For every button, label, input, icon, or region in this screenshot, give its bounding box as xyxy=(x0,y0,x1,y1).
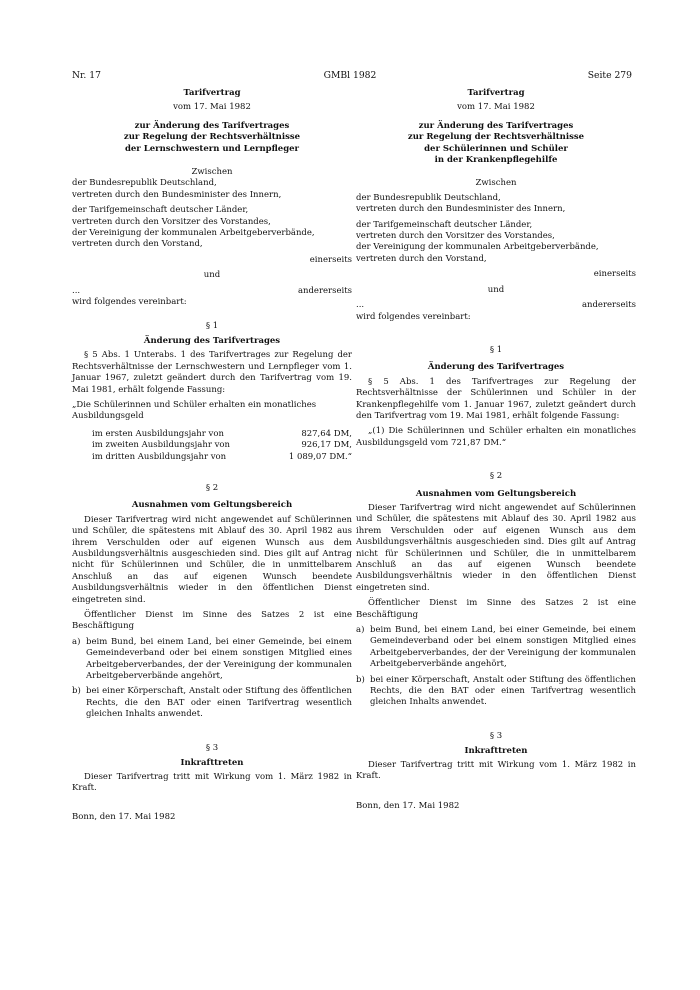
left-s2-number: § 2 xyxy=(205,482,219,493)
right-s2-item-a-label: a) xyxy=(356,625,365,636)
left-subtitle-3: der Lernschwestern und Lernpfleger xyxy=(124,143,300,154)
right-s2-item-b-text: bei einer Körperschaft, Anstalt oder Stiftung des öffentlichen Rechts, die den BAT oder einen Tarifvertrag wesentlich gleichen Inhalts anwendet. xyxy=(370,674,636,708)
left-s2-text: Dieser Tarifvertrag wird nicht angewendet auf Schülerinnen und Schüler, die spätestens mit Ablauf des 30. April 1982 aus ihrem Verschulden oder auf eigenen Wunsch aus dem Ausbildungsverhältnis ausgeschieden sind. Dies gilt auf Antrag nicht für Schülerinnen und Schüler, die in unmittelbarem Anschluß an das auf eigenen Wunsch beendete Ausbildungsverhältnis wieder in den öffentlichen Dienst eingetreten sind. xyxy=(72,514,352,605)
right-s3-title: Inkrafttreten xyxy=(464,746,528,757)
left-andererseits: andererseits xyxy=(297,285,352,296)
right-s2-number: § 2 xyxy=(489,471,503,482)
left-s1-text: § 5 Abs. 1 Unterabs. 1 des Tarifvertrages zur Regelung der Rechtsverhältnisse der Lernschwestern und Lernpfleger vom 1. Januar 1967, zuletzt geändert durch den Tarifvertrag vom 19. Mai 1981, erhält folgende Fassung: xyxy=(72,350,352,395)
right-subtitle-1: zur Änderung des Tarifvertrages xyxy=(418,120,574,131)
right-s2-title: Ausnahmen vom Geltungsbereich xyxy=(415,488,577,499)
right-closing: Bonn, den 17. Mai 1982 xyxy=(356,800,460,811)
right-title: Tarifvertrag xyxy=(467,88,525,98)
left-einerseits: einerseits xyxy=(309,254,352,265)
right-s2-text-2: Öffentlicher Dienst im Sinne des Satzes 2 ist eine Beschäftigung xyxy=(356,598,636,620)
left-vereinbart: wird folgendes vereinbart: xyxy=(72,297,187,308)
left-s2-item-a xyxy=(72,637,352,683)
left-amount-value: 1 089,07 DM.“ xyxy=(288,451,352,462)
left-closing: Bonn, den 17. Mai 1982 xyxy=(72,812,176,823)
left-zwischen: Zwischen xyxy=(191,167,233,178)
left-s2-item-b-text: bei einer Körperschaft, Anstalt oder Stiftung des öffentlichen Rechts, die den BAT oder einen Tarifvertrag wesentlich gleichen Inhalts anwendet. xyxy=(86,686,352,720)
right-column xyxy=(356,88,636,812)
journal-name: GMBl 1982 xyxy=(323,70,377,81)
left-s1-title: Änderung des Tarifvertrages xyxy=(143,335,281,346)
left-subtitle-1: zur Änderung des Tarifvertrages xyxy=(134,120,290,131)
left-s2-title: Ausnahmen vom Geltungsbereich xyxy=(131,500,293,511)
right-s1-quote: „(1) Die Schülerinnen und Schüler erhalten ein monatliches Ausbildungsgeld vom 721,87 DM.“ xyxy=(356,426,636,448)
left-s2-item-b-label: b) xyxy=(72,686,81,697)
left-s3-title: Inkrafttreten xyxy=(180,758,244,769)
left-amount-row xyxy=(72,452,352,463)
left-amount-label: im zweiten Ausbildungsjahr von xyxy=(92,440,230,451)
left-amount-value: 926,17 DM, xyxy=(301,440,352,451)
right-s2-text: Dieser Tarifvertrag wird nicht angewendet auf Schülerinnen und Schüler, die spätestens mit Ablauf des 30. April 1982 aus ihrem Verschulden oder auf eigenen Wunsch aus dem Ausbildungsverhältnis ausgeschieden sind. Dies gilt auf Antrag nicht für Schülerinnen und Schüler, die in unmittelbarem Anschluß an das auf eigenen Wunsch beendete Ausbildungsverhältnis wieder in den öffentlichen Dienst eingetreten sind. xyxy=(356,502,636,593)
right-date-line: vom 17. Mai 1982 xyxy=(457,102,535,113)
left-s2-item-a-label: a) xyxy=(72,636,81,647)
right-party-1-rep: vertreten durch den Bundesminister des Innern, xyxy=(356,204,566,215)
left-s3-number: § 3 xyxy=(205,742,219,753)
right-s2-item-b-label: b) xyxy=(356,674,365,685)
right-s1-title: Änderung des Tarifvertrages xyxy=(427,362,565,373)
left-amount-row xyxy=(72,440,352,451)
page-number: Seite 279 xyxy=(587,70,632,81)
right-zwischen: Zwischen xyxy=(475,178,517,189)
right-s1-text: § 5 Abs. 1 des Tarifvertrages zur Regelung der Rechtsverhältnisse der Schülerinnen und Schüler in der Krankenpflegehilfe vom 1. Januar 1967, zuletzt geändert durch den Tarifvertrag vom 19. Mai 1981, erhält folgende Fassung: xyxy=(356,376,636,421)
right-subtitle-2: zur Regelung der Rechtsverhältnisse xyxy=(407,132,585,143)
left-s3-text: Dieser Tarifvertrag tritt mit Wirkung vom 1. März 1982 in Kraft. xyxy=(72,771,352,793)
left-amount-label: im ersten Ausbildungsjahr von xyxy=(92,428,224,439)
right-party-3: der Vereinigung der kommunalen Arbeitgeberverbände, xyxy=(356,242,599,253)
left-date-line: vom 17. Mai 1982 xyxy=(173,102,251,113)
right-s2-item-a xyxy=(356,625,636,671)
left-party-1-rep: vertreten durch den Bundesminister des Innern, xyxy=(72,189,282,200)
left-column xyxy=(72,88,352,824)
right-party-2: der Tarifgemeinschaft deutscher Länder, xyxy=(356,219,533,230)
left-subtitle-2: zur Regelung der Rechtsverhältnisse xyxy=(123,132,301,143)
right-andererseits: andererseits xyxy=(581,300,636,311)
right-party-1: der Bundesrepublik Deutschland, xyxy=(356,192,501,203)
right-party-2-rep: vertreten durch den Vorsitzer des Vorstandes, xyxy=(356,231,555,242)
right-s1-number: § 1 xyxy=(489,344,503,355)
left-amount-row xyxy=(72,429,352,440)
right-subtitle-3: der Schülerinnen und Schüler xyxy=(424,143,568,154)
left-amount-label: im dritten Ausbildungsjahr von xyxy=(92,451,227,462)
left-party-3-rep: vertreten durch den Vorstand, xyxy=(72,239,203,250)
right-s3-number: § 3 xyxy=(489,730,503,741)
left-und: und xyxy=(203,270,221,281)
right-einerseits: einerseits xyxy=(593,269,636,280)
left-s1-number: § 1 xyxy=(205,320,219,331)
left-party-3: der Vereinigung der kommunalen Arbeitgeberverbände, xyxy=(72,228,315,239)
right-vereinbart: wird folgendes vereinbart: xyxy=(356,311,471,322)
right-dots: ... xyxy=(356,300,365,311)
left-party-2-rep: vertreten durch den Vorsitzer des Vorstandes, xyxy=(72,216,271,227)
right-s3-text: Dieser Tarifvertrag tritt mit Wirkung vom 1. März 1982 in Kraft. xyxy=(356,759,636,782)
left-dots: ... xyxy=(72,285,81,296)
left-party-2: der Tarifgemeinschaft deutscher Länder, xyxy=(72,205,249,216)
left-s2-item-a-text: beim Bund, bei einem Land, bei einer Gemeinde, bei einem Gemeindeverband oder bei einem sonstigen Mitglied eines Arbeitgeberverbandes, der der Vereinigung der kommunalen Arbeitgeberverbände angehört, xyxy=(86,636,352,682)
issue-number: Nr. 17 xyxy=(72,70,101,81)
right-und: und xyxy=(487,284,505,295)
right-s2-item-b xyxy=(356,675,636,709)
left-title: Tarifvertrag xyxy=(183,88,241,98)
right-s2-item-a-text: beim Bund, bei einem Land, bei einer Gemeinde, bei einem Gemeindeverband oder bei einem sonstigen Mitglied eines Arbeitgeberverbandes, der der Vereinigung der kommunalen Arbeitgeberverbände angehört, xyxy=(370,625,636,670)
left-amount-value: 827,64 DM, xyxy=(301,428,352,439)
right-party-3-rep: vertreten durch den Vorstand, xyxy=(356,253,487,264)
left-s2-text-2: Öffentlicher Dienst im Sinne des Satzes 2 ist eine Beschäftigung xyxy=(72,610,352,632)
right-subtitle-4: in der Krankenpflegehilfe xyxy=(434,155,558,166)
left-s2-item-b xyxy=(72,686,352,720)
left-s1-quote: „Die Schülerinnen und Schüler erhalten ein monatliches Ausbildungsgeld xyxy=(72,399,317,422)
left-party-1: der Bundesrepublik Deutschland, xyxy=(72,178,217,189)
